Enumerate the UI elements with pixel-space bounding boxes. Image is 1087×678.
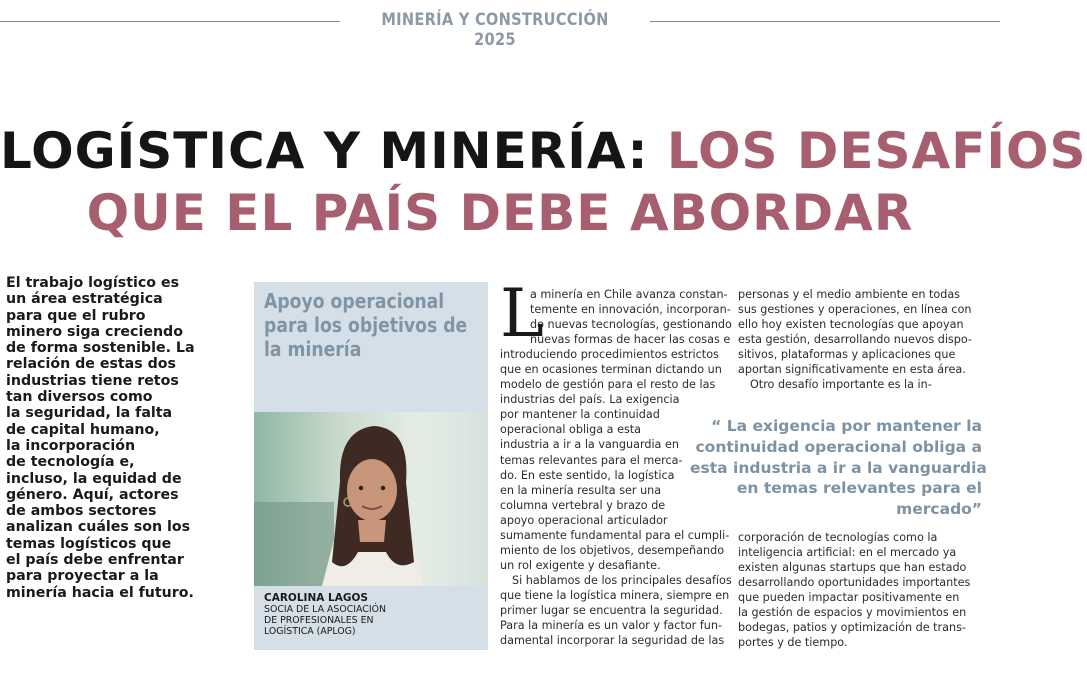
caption-role: [264, 604, 484, 637]
caption-role-line: DE PROFESIONALES EN: [264, 615, 374, 626]
article-line: la gestión de espacios y movimientos en: [738, 606, 967, 620]
dropcap-letter: L: [500, 275, 544, 352]
article-line: operacional obliga a esta: [500, 423, 642, 437]
dropcap-paragraph: [500, 275, 732, 352]
intro-line: temas logísticos que: [6, 535, 172, 552]
article-line: por mantener la continuidad: [500, 408, 660, 422]
intro-line: minería hacia el futuro.: [6, 584, 194, 601]
article-line: corporación de tecnologías como la: [738, 531, 938, 544]
article-line: industria a ir a la vanguardia en: [500, 438, 679, 452]
header-rule-left: [0, 21, 340, 22]
intro-line: relación de estas dos: [6, 356, 176, 373]
article-line: do nuevas tecnologías, gestionando: [530, 318, 732, 332]
headline-accent-text: LOS DESAFÍOS: [666, 122, 1087, 180]
pull-quote-line: mercado”: [896, 500, 982, 519]
caption-name: CAROLINA LAGOS: [264, 592, 368, 604]
intro-line: género. Aquí, actores: [6, 486, 179, 503]
article-line: industrias del país. La exigencia: [500, 393, 680, 407]
article-line: apoyo operacional articulador: [500, 513, 668, 527]
article-line: personas y el medio ambiente en todas: [738, 288, 961, 301]
article-line: ello hoy existen tecnologías que apoyan: [738, 318, 964, 332]
sidebar-title-line: Apoyo operacional: [264, 289, 445, 313]
article-line: que en ocasiones terminan dictando un: [500, 363, 722, 377]
article-line: sus gestiones y operaciones, en línea con: [738, 303, 972, 317]
headline-line-1: [0, 120, 1087, 182]
section-label: MINERÍA Y CONSTRUCCIÓN 2025: [381, 10, 609, 50]
intro-line: de ambos sectores: [6, 503, 157, 520]
article-line: temas relevantes para el merca-: [500, 453, 683, 467]
caption-role-line: SOCIA DE LA ASOCIACIÓN: [264, 604, 386, 615]
intro-line: el país debe enfrentar: [6, 552, 184, 569]
article-line: columna vertebral y brazo de: [500, 498, 666, 512]
intro-line: de tecnología e,: [6, 454, 135, 471]
article-line: sitivos, plataformas y aplicaciones que: [738, 348, 956, 362]
intro-line: de forma sostenible. La: [6, 340, 195, 357]
article-line: a minería en Chile avanza constan-: [530, 288, 728, 301]
portrait-photo: [254, 412, 488, 586]
article-paragraph: [500, 573, 732, 648]
article-line: existen algunas startups que han estado: [738, 561, 967, 575]
intro-line: un área estratégica: [6, 291, 163, 308]
sidebar-title-line: para los objetivos de: [264, 313, 468, 337]
article-line: bodegas, patios y optimización de trans-: [738, 621, 966, 635]
intro-line: la incorporación: [6, 437, 136, 454]
headline-dark-text: LOGÍSTICA Y MINERÍA:: [0, 122, 649, 180]
article-column-3: [738, 530, 971, 650]
caption-role-line: LOGÍSTICA (APLOG): [264, 626, 356, 637]
article-line: damental incorporar la seguridad de las: [500, 634, 725, 648]
intro-text: [6, 275, 246, 601]
article-column-2: [738, 287, 972, 392]
article-line: Otro desafío importante es la in-: [750, 378, 932, 392]
article-paragraph: [738, 377, 964, 392]
article-line: primer lugar se encuentra la seguridad.: [500, 603, 723, 617]
article-line: Para la minería es un valor y factor fun-: [500, 619, 722, 633]
intro-line: analizan cuáles son los: [6, 519, 191, 536]
intro-line: la seguridad, la falta: [6, 405, 173, 422]
intro-line: incluso, la equidad de: [6, 470, 182, 487]
intro-line: minero siga creciendo: [6, 323, 183, 340]
article-line: modelo de gestión para el resto de las: [500, 378, 716, 392]
article-line: en la minería resulta ser una: [500, 483, 662, 497]
header-rule-right: [650, 21, 1000, 22]
article-line: do. En este sentido, la logística: [500, 468, 675, 482]
article-line: desarrollando oportunidades importantes: [738, 576, 971, 590]
intro-line: tan diversos como: [6, 389, 153, 406]
pull-quote-line: en temas relevantes para el: [736, 479, 982, 498]
pull-quote-line: esta industria a ir a la vanguardia: [690, 458, 987, 477]
article-line: inteligencia artificial: en el mercado ya: [738, 546, 957, 560]
headline: [0, 120, 1087, 244]
article-line: Si hablamos de los principales desafíos: [512, 573, 732, 587]
article-line: esta gestión, desarrollando nuevos dispo-: [738, 333, 972, 347]
intro-line: para que el rubro: [6, 307, 146, 324]
pull-quote: [690, 416, 987, 520]
article-line: aportan significativamente en esta área.: [738, 363, 966, 377]
article-line: nuevas formas de hacer las cosas e: [530, 333, 731, 347]
article-line: portes y de tiempo.: [738, 636, 848, 650]
article-line: que tiene la logística minera, siempre en: [500, 588, 730, 602]
headline-line-2: QUE EL PAÍS DEBE ABORDAR: [86, 184, 914, 242]
article-line: introduciendo procedimientos estrictos: [500, 348, 719, 362]
pull-quote-line: “ La exigencia por mantener la: [711, 417, 982, 435]
article-line: un rol exigente y desafiante.: [500, 558, 661, 572]
sidebar-title: [264, 289, 484, 361]
intro-line: para proyectar a la: [6, 568, 159, 585]
article-line: que pueden impactar positivamente en: [738, 591, 960, 605]
article-line: miento de los objetivos, desempeñando: [500, 543, 725, 557]
intro-line: industrias tiene retos: [6, 372, 179, 389]
article-line: sumamente fundamental para el cumpli-: [500, 528, 730, 542]
intro-line: El trabajo logístico es: [6, 275, 180, 291]
intro-line: de capital humano,: [6, 421, 160, 438]
sidebar-title-line: la minería: [264, 337, 362, 361]
article-line: temente en innovación, incorporan-: [530, 303, 731, 317]
pull-quote-line: continuidad operacional obliga a: [695, 437, 982, 456]
